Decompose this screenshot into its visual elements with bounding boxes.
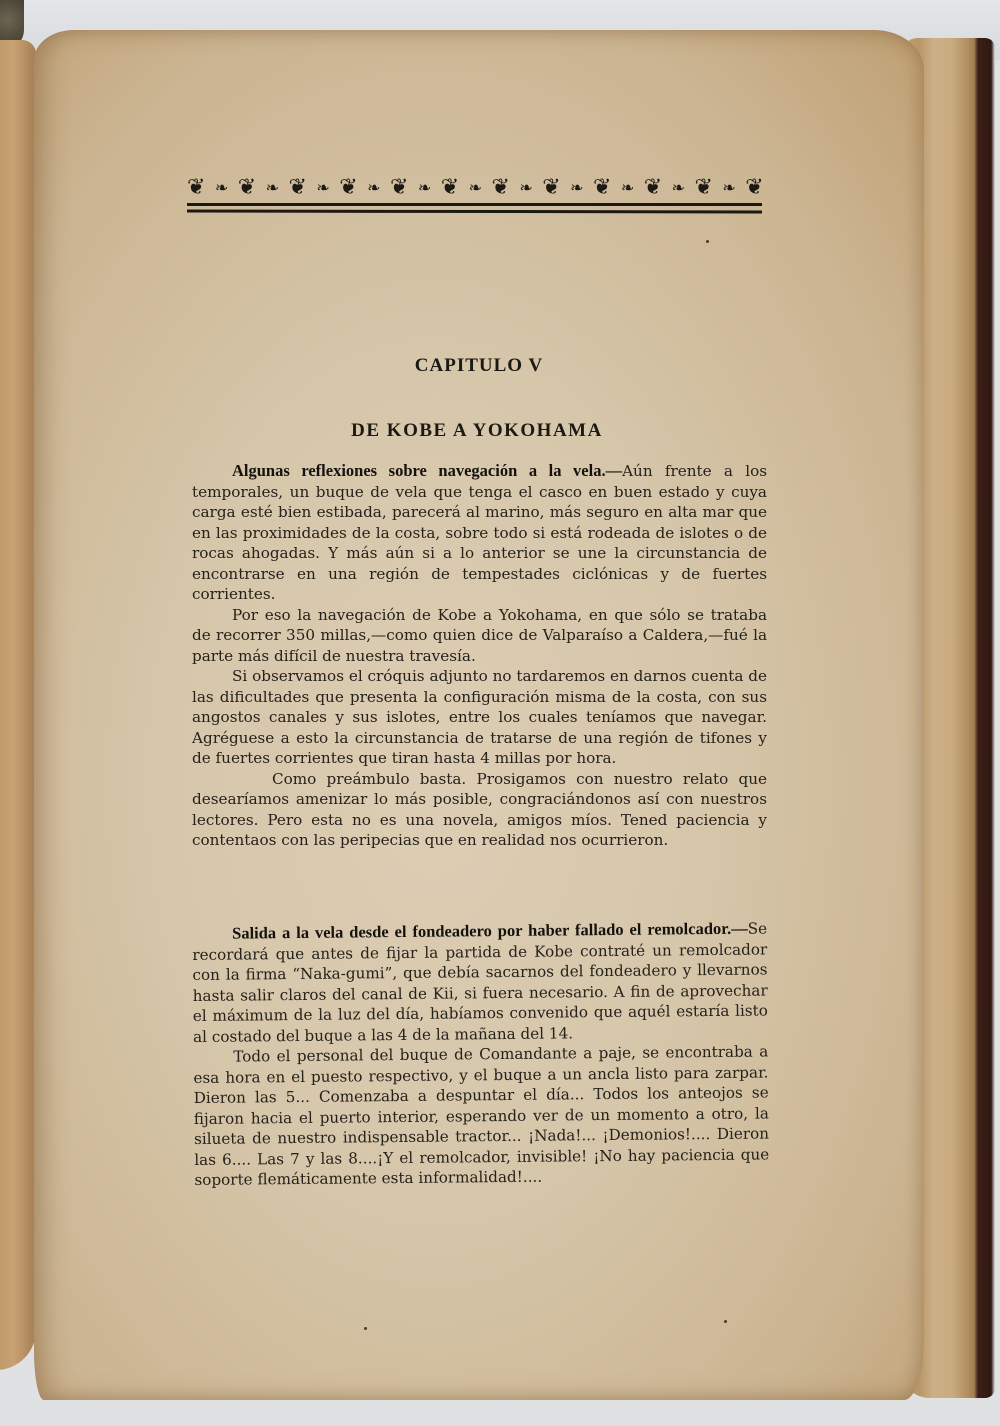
section-2 — [192, 918, 770, 1190]
ornament-motif-large: ❦ — [745, 175, 762, 200]
ornament-motif-small: ❧ — [265, 178, 278, 197]
ornament-frieze — [187, 173, 762, 201]
section-1-heading: Algunas reflexiones sobre navegación a la vela.— — [232, 461, 623, 480]
ornament-motif-large: ❦ — [491, 175, 508, 200]
ornament-rule-top — [187, 203, 762, 206]
left-page-edge — [0, 40, 36, 1370]
paper-speck — [364, 1327, 367, 1330]
paper-speck — [724, 1320, 727, 1323]
ornament-rule-bottom — [187, 209, 762, 213]
ornament-motif-large: ❦ — [694, 175, 711, 200]
section-1-paragraph — [192, 461, 767, 605]
ornament-motif-small: ❧ — [367, 178, 379, 197]
section-1-paragraph: Por eso la navegación de Kobe a Yokohama, en que sólo se trataba de recorrer 350 millas,—como quien dice de Valparaíso a Caldera,—fué la parte más difícil de nuestra travesía. — [192, 605, 767, 665]
ornament-motif-small: ❧ — [468, 178, 481, 197]
ornament-motif-small: ❧ — [620, 178, 633, 197]
ornament-motif-large: ❦ — [390, 175, 407, 200]
ornament-motif-small: ❧ — [519, 178, 531, 197]
section-1-paragraph: Como preámbulo basta. Prosigamos con nuestro relato que desearíamos amenizar lo más posible, congraciándonos así con nuestros lectores. Pero esta no es una novela, amigos míos. Tened paciencia y contentaos con las peripecias que en realidad nos ocurrieron. — [192, 769, 767, 849]
ornament-motif-large: ❦ — [339, 175, 356, 200]
ornament-motif-small: ❧ — [214, 178, 227, 197]
decorative-header-ornament — [187, 173, 762, 215]
section-1 — [192, 461, 767, 851]
section-1-paragraph: Si observamos el cróquis adjunto no tardaremos en darnos cuenta de las dificultades que presenta la configuración misma de la costa, con sus angostos canales y sus islotes, entre los cuales teníamos que navegar. Agréguese a esto la circunstancia de tratarse de una región de tifones y de fuertes corrientes que tiran hasta 4 millas por hora. — [192, 667, 767, 767]
paragraph-text: Se recordará que antes de fijar la partida de Kobe contraté un remolcador con la firma “Naka-gumi”, que debía sacarnos del fondeadero y llevarnos hasta salir claros del canal de Kii, si fuera necesario. A fin de aprovechar el máximum de la luz del día, habíamos convenido que aquél estaría listo al costado del buque a las 4 de la mañana del 14. — [192, 919, 768, 1046]
ornament-motif-small: ❧ — [722, 178, 734, 197]
ornament-motif-large: ❦ — [237, 175, 255, 200]
ornament-motif-small: ❧ — [417, 178, 430, 197]
paragraph-text: Aún frente a los temporales, un buque de vela que tenga el casco en buen estado y cuya carga esté bien estibada, parecerá al marino, más seguro en alta mar que en las proximidades de la costa, sobre todo si está rodeada de islotes o de rocas ahogadas. Y más aún si a lo anterior se une la circunstancia de encontrarse en una región de tempestades ciclónicas y de fuertes corrientes. — [192, 462, 768, 603]
ornament-motif-large: ❦ — [542, 175, 559, 200]
ornament-motif-large: ❦ — [593, 175, 610, 200]
paper-speck — [706, 240, 709, 243]
ornament-motif-large: ❦ — [187, 175, 204, 200]
ornament-motif-small: ❧ — [671, 178, 684, 197]
section-2-heading: Salida a la vela desde el fondeadero por haber fallado el remolcador.— — [231, 918, 748, 943]
chapter-title: DE KOBE A YOKOHAMA — [351, 420, 603, 441]
ornament-motif-large: ❦ — [440, 175, 458, 200]
ornament-motif-small: ❧ — [570, 178, 582, 197]
section-2-paragraph: Todo el personal del buque de Comandante a paje, se encontraba a esa hora en el puesto respectivo, y el buque a un ancla listo para zarpar. Dieron las 5... Comenzaba a despuntar el día... Todos los anteojos se fijaron hacia el puerto interior, esperando ver de un momento a otro, la silueta de nuestro indispensable tractor... ¡Nada!... ¡Demonios!.... Dieron las 6.... Las 7 y las 8....¡Y el remolcador, invisible! ¡No hay paciencia que soporte flemáticamente esta informalidad!.... — [193, 1042, 770, 1189]
book-page — [34, 30, 924, 1400]
section-2-paragraph — [192, 918, 768, 1047]
ornament-motif-large: ❦ — [288, 175, 305, 200]
ornament-motif-large: ❦ — [643, 175, 661, 200]
chapter-number: CAPITULO V — [414, 355, 544, 376]
ornament-motif-small: ❧ — [316, 178, 328, 197]
